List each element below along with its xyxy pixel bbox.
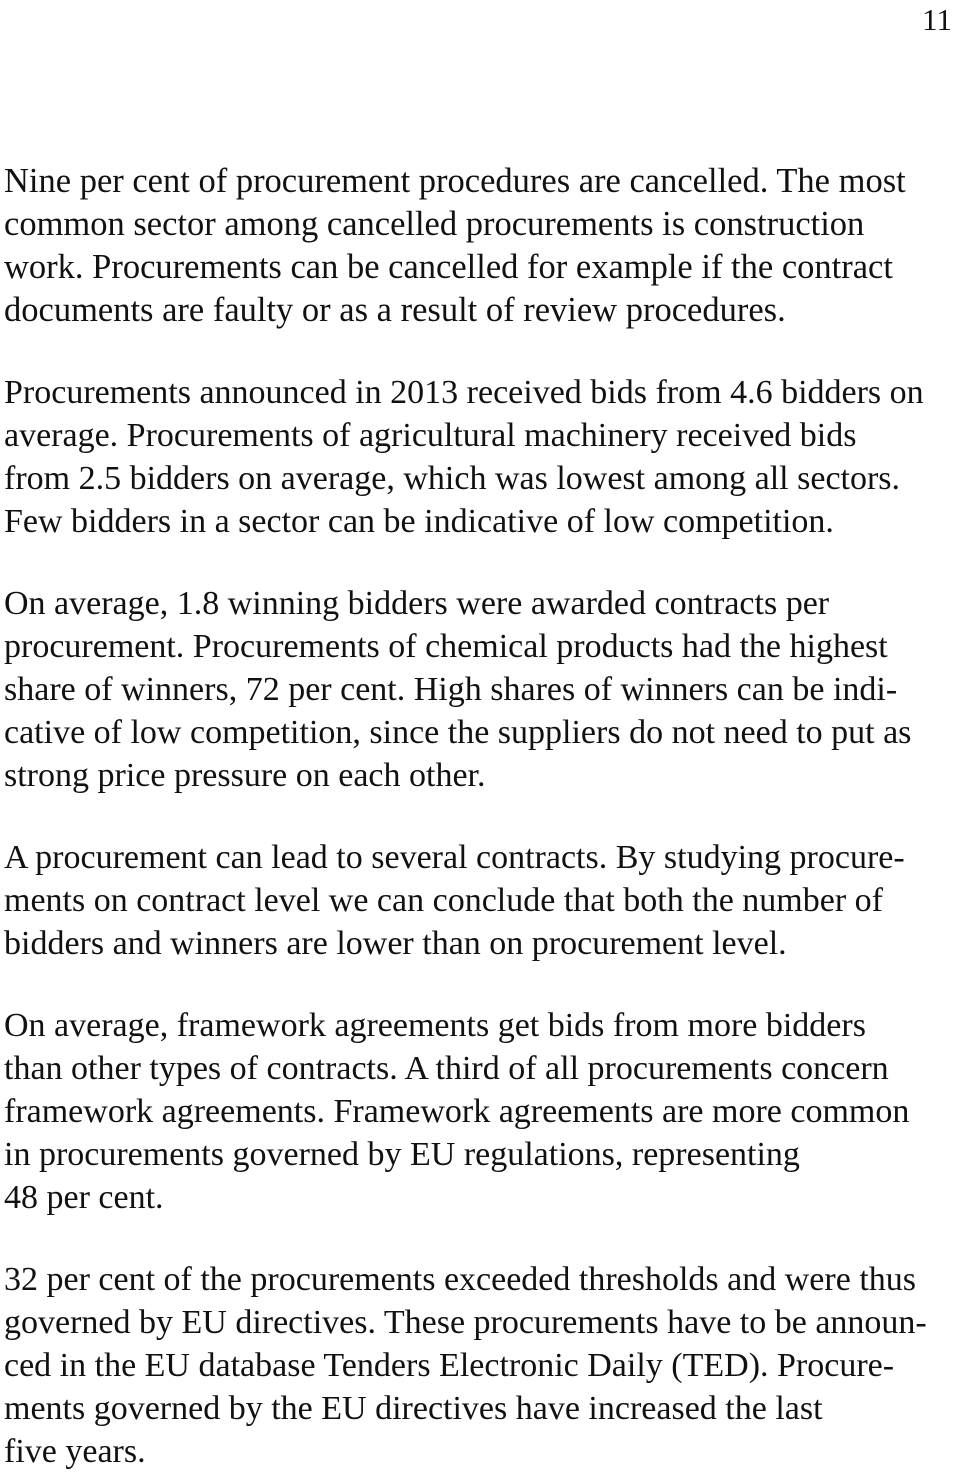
text-line: cative of low competition, since the suppliers do not need to put as bbox=[4, 714, 912, 751]
text-line: 48 per cent. bbox=[4, 1179, 164, 1216]
text-line: documents are faulty or as a result of review procedures. bbox=[4, 291, 786, 329]
text-line: common sector among cancelled procurements is construction bbox=[4, 205, 865, 243]
text-line: On average, framework agreements get bids from more bidders bbox=[4, 1007, 866, 1044]
text-line: bidders and winners are lower than on procurement level. bbox=[4, 925, 787, 962]
paragraph-framework-agreements bbox=[4, 1004, 958, 1219]
text-line: 32 per cent of the procurements exceeded thresholds and were thus bbox=[4, 1261, 916, 1298]
text-line: strong price pressure on each other. bbox=[4, 757, 486, 794]
text-line: A procurement can lead to several contracts. By studying procure- bbox=[4, 839, 905, 876]
paragraph-cancelled-procedures bbox=[4, 160, 958, 332]
text-line: framework agreements. Framework agreements are more common bbox=[4, 1093, 910, 1130]
text-line: share of winners, 72 per cent. High shares of winners can be indi- bbox=[4, 671, 898, 708]
text-line: Nine per cent of procurement procedures are cancelled. The most bbox=[4, 162, 906, 200]
text-line: governed by EU directives. These procurements have to be announ- bbox=[4, 1304, 927, 1341]
text-line: procurement. Procurements of chemical products had the highest bbox=[4, 628, 888, 665]
paragraph-contract-level bbox=[4, 836, 958, 965]
text-line: ced in the EU database Tenders Electronic Daily (TED). Procure- bbox=[4, 1347, 895, 1384]
paragraph-eu-directives bbox=[4, 1258, 958, 1473]
text-line: in procurements governed by EU regulations, representing bbox=[4, 1136, 800, 1173]
text-line: work. Procurements can be cancelled for example if the contract bbox=[4, 248, 893, 286]
paragraph-bidders-average bbox=[4, 371, 958, 543]
text-line: ments on contract level we can conclude that both the number of bbox=[4, 882, 883, 919]
text-line: five years. bbox=[4, 1433, 146, 1470]
paragraph-winning-bidders bbox=[4, 582, 958, 797]
page-number: 11 bbox=[922, 2, 952, 37]
text-line: from 2.5 bidders on average, which was lowest among all sectors. bbox=[4, 460, 901, 497]
text-line: than other types of contracts. A third of all procurements concern bbox=[4, 1050, 889, 1087]
text-line: ments governed by the EU directives have increased the last bbox=[4, 1390, 823, 1427]
text-line: Procurements announced in 2013 received bids from 4.6 bidders on bbox=[4, 374, 924, 411]
text-line: Few bidders in a sector can be indicative of low competition. bbox=[4, 503, 834, 540]
text-line: average. Procurements of agricultural machinery received bids bbox=[4, 417, 857, 454]
document-body bbox=[4, 160, 958, 1473]
text-line: On average, 1.8 winning bidders were awarded contracts per bbox=[4, 585, 830, 622]
